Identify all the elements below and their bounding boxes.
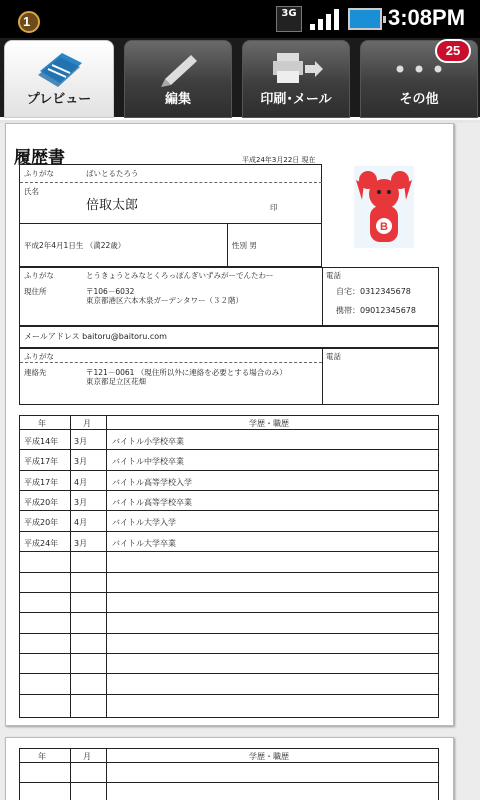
- tab-label: 編集: [164, 92, 191, 107]
- furigana-label: ふりがな: [24, 169, 54, 178]
- tab-label: プレビュー: [26, 92, 92, 107]
- divider: [20, 470, 438, 471]
- divider: [20, 362, 322, 363]
- gender: 性別 男: [232, 241, 257, 250]
- divider: [106, 416, 107, 717]
- header-detail: 学歴・職歴: [249, 752, 289, 761]
- divider: [20, 182, 322, 183]
- contact-furigana-label: ふりがな: [24, 352, 54, 361]
- row-month: 3月: [74, 457, 88, 466]
- tab-edit[interactable]: [124, 40, 232, 118]
- notification-icon[interactable]: [14, 9, 42, 33]
- contact-label: 連絡先: [24, 368, 47, 377]
- tab-print-mail[interactable]: [242, 40, 350, 118]
- row-detail: バイトル高等学校入学: [112, 478, 192, 487]
- address-postal: 〒106－6032: [86, 287, 135, 296]
- divider: [20, 510, 438, 511]
- page-title: 履歴書: [14, 148, 65, 168]
- status-bar: [0, 0, 480, 38]
- signal-strength-icon: [310, 8, 340, 30]
- divider: [20, 633, 438, 634]
- header-month: 月: [83, 752, 91, 761]
- applicant-photo: [354, 166, 414, 248]
- row-year: 平成24年: [24, 539, 59, 548]
- divider: [322, 267, 323, 326]
- furigana-name: ばいとるたろう: [86, 169, 139, 178]
- row-detail: バイトル中学校卒業: [112, 457, 184, 466]
- phone-label: 電話: [326, 271, 341, 280]
- divider: [20, 449, 438, 450]
- contact-postal: 〒121－0061 （現住所以外に連絡を必要とする場合のみ）: [86, 368, 287, 377]
- printer-icon: [269, 49, 323, 87]
- seal-label: 印: [270, 203, 278, 212]
- tab-preview[interactable]: [4, 40, 114, 118]
- divider: [70, 749, 71, 800]
- row-month: 3月: [74, 539, 88, 548]
- row-month: 4月: [74, 478, 88, 487]
- divider: [70, 416, 71, 717]
- divider: [20, 429, 438, 430]
- header-year: 年: [38, 752, 46, 761]
- row-detail: バイトル大学入学: [112, 518, 176, 527]
- address: 東京都港区六本木泉ガーデンタワー（３２階）: [86, 296, 244, 305]
- home-phone: 自宅：0312345678: [336, 287, 411, 296]
- resume-page-2: [5, 737, 454, 800]
- divider: [106, 749, 107, 800]
- network-3g-icon: 3G: [276, 6, 302, 32]
- header-year: 年: [38, 419, 46, 428]
- divider: [20, 762, 438, 763]
- name-label: 氏名: [24, 187, 39, 196]
- header-detail: 学歴・職歴: [249, 419, 289, 428]
- divider: [20, 694, 438, 695]
- row-detail: バイトル大学卒業: [112, 539, 176, 548]
- applicant-name: 倍取太郎: [86, 198, 139, 213]
- preview-area[interactable]: [0, 123, 480, 800]
- row-month: 3月: [74, 437, 88, 446]
- row-detail: バイトル高等学校卒業: [112, 498, 192, 507]
- contact-address: 東京都足立区花畑: [86, 377, 146, 386]
- row-year: 平成20年: [24, 518, 59, 527]
- resume-page-1: [5, 123, 454, 726]
- divider: [20, 490, 438, 491]
- divider: [227, 223, 228, 267]
- row-month: 4月: [74, 518, 88, 527]
- divider: [20, 782, 438, 783]
- svg-text:B: B: [380, 221, 388, 233]
- divider: [20, 653, 438, 654]
- tab-label: 印刷･メール: [260, 92, 332, 107]
- battery-icon: [348, 8, 382, 30]
- divider: [20, 612, 438, 613]
- history-table-2: [19, 748, 439, 800]
- divider: [20, 531, 438, 532]
- divider: [20, 592, 438, 593]
- email: メールアドレス baitoru@baitoru.com: [24, 332, 167, 341]
- divider: [20, 572, 438, 573]
- header-month: 月: [83, 419, 91, 428]
- divider: [322, 348, 323, 405]
- divider: [19, 223, 322, 224]
- tab-label: その他: [399, 92, 439, 107]
- resume-date: 平成24年3月22日 現在: [242, 156, 316, 164]
- row-detail: バイトル小学校卒業: [112, 437, 184, 446]
- address-furigana: とうきょうとみなとくろっぽんぎいずみがーでんたわー: [86, 271, 274, 280]
- address-furigana-label: ふりがな: [24, 271, 54, 280]
- mobile-phone: 携帯：09012345678: [336, 306, 416, 315]
- row-year: 平成17年: [24, 457, 59, 466]
- clock: 3:08PM: [388, 5, 466, 30]
- history-table: [19, 415, 439, 718]
- row-year: 平成20年: [24, 498, 59, 507]
- name-block: [19, 164, 322, 267]
- pencil-icon: [151, 49, 205, 87]
- contact-phone-label: 電話: [326, 352, 341, 361]
- divider: [20, 673, 438, 674]
- row-month: 3月: [74, 498, 88, 507]
- birth-date: 平成2年4月1日生 （満22歳）: [24, 241, 126, 250]
- notification-badge: 25: [435, 39, 471, 63]
- address-label: 現住所: [24, 287, 47, 296]
- document-preview-icon: [32, 49, 86, 87]
- row-year: 平成14年: [24, 437, 59, 446]
- tab-bar: [0, 38, 480, 120]
- row-year: 平成17年: [24, 478, 59, 487]
- divider: [20, 551, 438, 552]
- notification-count: 1: [23, 14, 31, 29]
- tab-other[interactable]: [360, 40, 478, 118]
